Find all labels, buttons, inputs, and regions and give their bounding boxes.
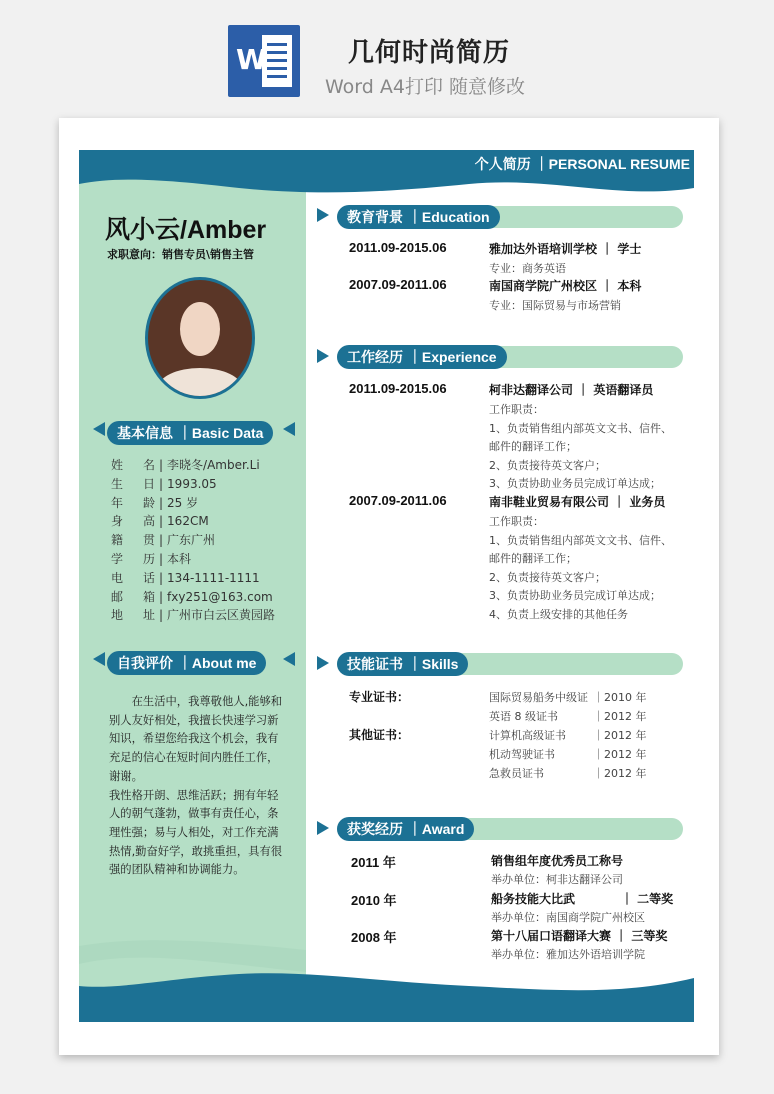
experience-date: 2011.09-2015.06 <box>349 381 447 396</box>
experience-duty-line: 工作职责： <box>489 515 544 528</box>
experience-company: 柯非达翻译公司 ｜ 英语翻译员 <box>489 383 654 397</box>
arrow-left-icon <box>93 652 105 666</box>
profile-photo <box>145 277 255 399</box>
experience-duty-line: 2、负责接待英文客户； <box>489 570 606 584</box>
award-name: 船务技能大比武 ｜ 二等奖 <box>491 892 674 906</box>
award-year: 2010 年 <box>351 893 397 908</box>
skill-name: 急救员证书 <box>489 767 544 780</box>
word-app-icon: W <box>228 25 300 97</box>
resume-sheet <box>59 118 719 1055</box>
award-year: 2008 年 <box>351 930 397 945</box>
basic-row-height: 身高 | 162CM <box>111 514 209 529</box>
skill-year: ｜2012 年 <box>593 748 647 761</box>
basic-row-education: 学历 | 本科 <box>111 552 192 566</box>
arrow-right-icon <box>317 349 329 363</box>
award-organizer: 举办单位：雅加达外语培训学院 <box>491 948 645 961</box>
experience-duty-line: 3、负责协助业务员完成订单达成； <box>489 589 661 602</box>
candidate-name: 风小云/Amber <box>105 216 267 244</box>
award-organizer: 举办单位：南国商学院广州校区 <box>491 911 645 924</box>
self-evaluation-paragraph: 在生活中，我尊敬他人,能够和别人友好相处，我擅长快速学习新知识，希望您给我这个机会，我有充足的信心在短时间内胜任工作，谢谢。 <box>109 695 283 783</box>
arrow-right-icon <box>283 652 295 666</box>
section-experience-title: 工作经历 ｜Experience <box>337 345 507 369</box>
skill-name: 计算机高级证书 <box>489 729 566 742</box>
experience-duty-line: 1、负责销售组内部英文文书、信件、 <box>489 533 672 547</box>
section-education-title: 教育背景 ｜Education <box>337 205 500 229</box>
skill-name: 国际贸易船务中级证 <box>489 691 588 704</box>
skill-year: ｜2012 年 <box>593 767 647 780</box>
page-header <box>0 0 774 105</box>
skills-other-label: 其他证书： <box>349 728 410 742</box>
experience-duty-line: 邮件的翻译工作； <box>489 440 577 453</box>
skill-name: 英语 8 级证书 <box>489 710 558 723</box>
education-date: 2011.09-2015.06 <box>349 240 447 255</box>
education-date: 2007.09-2011.06 <box>349 277 447 292</box>
skill-year: ｜2012 年 <box>593 710 647 723</box>
basic-row-email: 邮箱 | fxy251@163.com <box>111 589 273 604</box>
experience-date: 2007.09-2011.06 <box>349 493 447 508</box>
job-intention: 求职意向：销售专员\销售主管 <box>107 248 255 261</box>
basic-row-phone: 电话 | 134-1111-1111 <box>111 570 260 585</box>
section-award-title: 获奖经历 ｜Award <box>337 817 474 841</box>
education-school: 南国商学院广州校区 ｜ 本科 <box>489 279 642 293</box>
self-evaluation-paragraph: 我性格开朗、思维活跃；拥有年轻人的朝气蓬勃，做事有责任心，条理性强；易与人相处，对工作充满热情,勤奋好学，敢挑重担，具有很强的团队精神和协调能力。 <box>109 788 283 877</box>
experience-company: 南非鞋业贸易有限公司 ｜ 业务员 <box>489 495 666 509</box>
arrow-right-icon <box>317 208 329 222</box>
skill-name: 机动驾驶证书 <box>489 748 555 761</box>
basic-row-name: 姓名 | 李晓冬/Amber.Li <box>111 458 260 472</box>
experience-duty-line: 邮件的翻译工作； <box>489 552 577 565</box>
education-major: 专业：国际贸易与市场营销 <box>489 299 621 312</box>
skill-year: ｜2010 年 <box>593 691 647 704</box>
basic-row-birthday: 生日 | 1993.05 <box>111 476 217 491</box>
experience-duty-line: 3、负责协助业务员完成订单达成； <box>489 477 661 490</box>
award-year: 2011 年 <box>351 855 396 870</box>
section-basic-title: 基本信息 ｜Basic Data <box>107 421 273 445</box>
experience-duty-line: 2、负责接待英文客户； <box>489 458 606 472</box>
experience-duty-line: 4、负责上级安排的其他任务 <box>489 607 628 621</box>
page-title: 几何时尚简历 <box>348 38 511 68</box>
award-name: 销售组年度优秀员工称号 <box>491 854 624 868</box>
resume-tag: 个人简历 ｜PERSONAL RESUME <box>474 156 690 172</box>
education-school: 雅加达外语培训学校 ｜ 学士 <box>489 242 642 256</box>
award-name: 第十八届口语翻译大赛 ｜ 三等奖 <box>491 929 668 943</box>
arrow-right-icon <box>283 422 295 436</box>
section-about-title: 自我评价 ｜About me <box>107 651 266 675</box>
page-subtitle: Word A4打印 随意修改 <box>325 76 526 98</box>
resume-frame <box>79 150 694 1022</box>
award-organizer: 举办单位：柯非达翻译公司 <box>491 873 623 886</box>
basic-row-address: 地址 | 广州市白云区黄园路 <box>111 608 276 623</box>
basic-row-age: 年龄 | 25 岁 <box>111 495 199 510</box>
skill-year: ｜2012 年 <box>593 729 647 742</box>
education-major: 专业：商务英语 <box>489 262 566 275</box>
self-evaluation-text <box>109 693 289 880</box>
skills-professional-label: 专业证书： <box>349 690 410 704</box>
section-skills-title: 技能证书 ｜Skills <box>337 652 468 676</box>
experience-duty-line: 1、负责销售组内部英文文书、信件、 <box>489 421 672 435</box>
arrow-right-icon <box>317 656 329 670</box>
experience-duty-line: 工作职责： <box>489 403 544 416</box>
arrow-right-icon <box>317 821 329 835</box>
basic-row-hometown: 籍贯 | 广东广州 <box>111 533 216 548</box>
arrow-left-icon <box>93 422 105 436</box>
